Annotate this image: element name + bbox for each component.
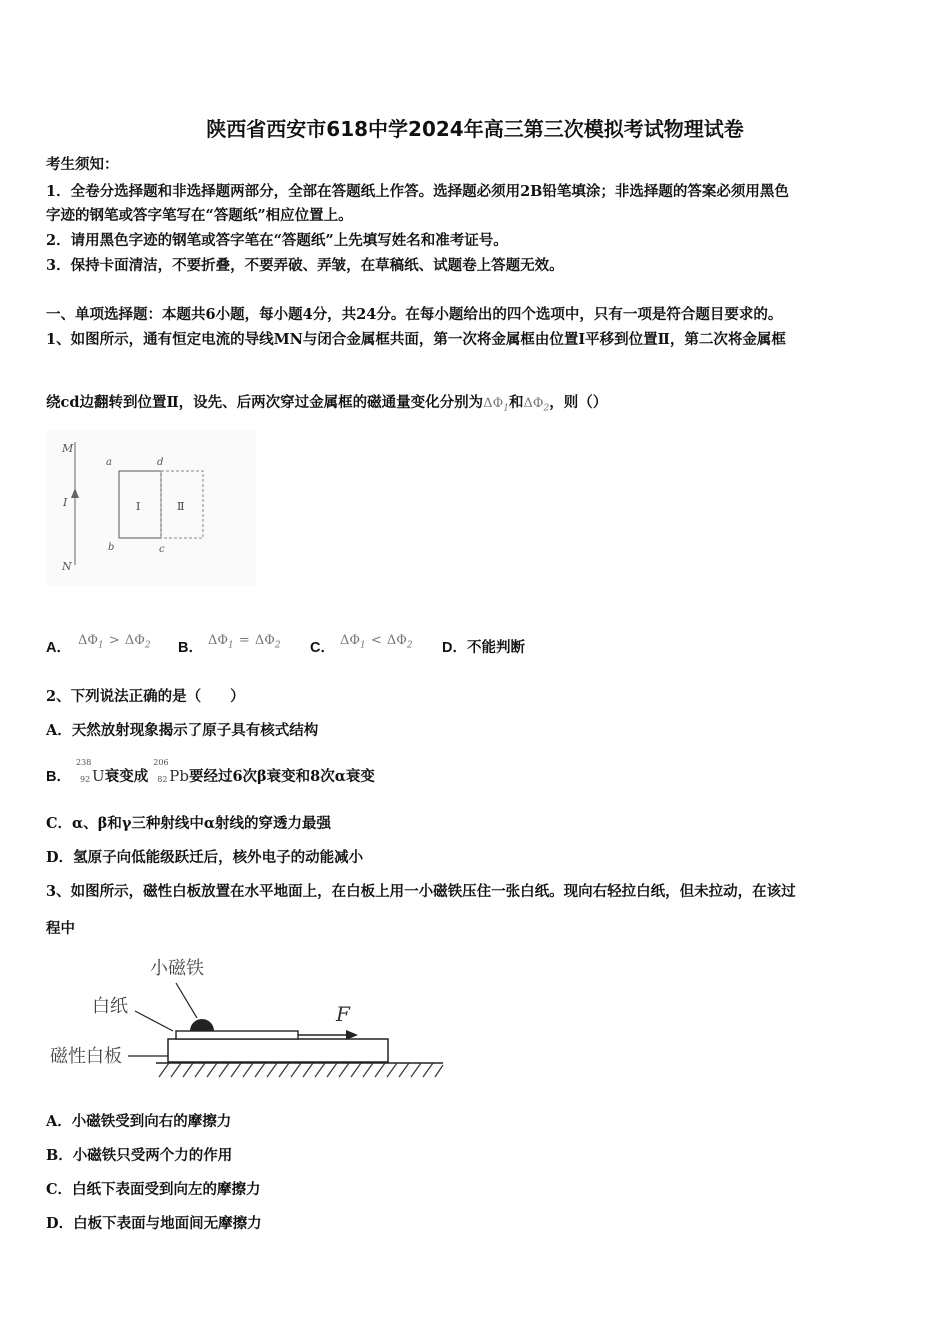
q1-stem-line1: 1、如图所示，通有恒定电流的导线MN与闭合金属框共面，第一次将金属框由位置Ⅰ平移到位置Ⅱ，第二次将金属框 bbox=[46, 331, 786, 348]
q3-option-b[interactable]: B．小磁铁只受两个力的作用 bbox=[46, 1147, 233, 1164]
section-heading: 一、单项选择题：本题共6小题，每小题4分，共24分。在每小题给出的四个选项中，只有一项是符合题目要求的。 bbox=[46, 306, 783, 323]
q1-stem-text: 绕cd边翻转到位置Ⅱ，设先、后两次穿过金属框的磁通量变化分别为 bbox=[46, 394, 484, 411]
q3-option-c[interactable]: C．白纸下表面受到向左的摩擦力 bbox=[46, 1181, 261, 1198]
ground-hatching bbox=[159, 1063, 443, 1077]
q3-stem-line1: 3、如图所示，磁性白板放置在水平地面上，在白板上用一小磁铁压住一张白纸。现向右轻拉白纸，但未拉动，在该过 bbox=[46, 883, 796, 900]
leader-paper bbox=[135, 1011, 173, 1031]
page-title: 陕西省西安市618中学2024年高三第三次模拟考试物理试卷 bbox=[206, 117, 744, 141]
notice-heading: 考生须知： bbox=[46, 156, 119, 173]
op-greater: > bbox=[108, 633, 120, 648]
op-equal: = bbox=[238, 633, 250, 648]
op-less: < bbox=[370, 633, 382, 648]
q1-option-a[interactable]: A． bbox=[46, 640, 71, 656]
q3-stem-line2: 程中 bbox=[46, 920, 75, 937]
q2-option-a[interactable]: A．天然放射现象揭示了原子具有核式结构 bbox=[46, 722, 319, 739]
nuclide-lead: 206 82 Pb bbox=[153, 758, 189, 785]
notice-item-1-cont: 字迹的钢笔或答字笔写在“答题纸”相应位置上。 bbox=[46, 207, 353, 224]
q3-option-d[interactable]: D．白板下表面与地面间无摩擦力 bbox=[46, 1215, 262, 1232]
q1-option-b-formula: $\Delta\Phi_1 = \Delta\Phi_2$ bbox=[208, 633, 281, 651]
label-m: M bbox=[62, 442, 74, 455]
q1-option-c[interactable]: C． bbox=[310, 640, 335, 656]
q3-figure bbox=[46, 950, 446, 1090]
q1-option-b[interactable]: B． bbox=[178, 640, 203, 656]
label-position-1: Ⅰ bbox=[136, 500, 141, 513]
q1-option-a-formula: $\Delta\Phi_1 > \Delta\Phi_2$ bbox=[78, 633, 151, 651]
q1-option-d[interactable]: D．不能判断 bbox=[442, 639, 525, 656]
q1-and: 和 bbox=[508, 394, 524, 411]
q2-option-b[interactable]: B． 238 92 U衰变成 206 82 Pb要经过6次β衰变和8次α衰变 bbox=[46, 758, 375, 785]
q2-option-c[interactable]: C．α、β和γ三种射线中α射线的穿透力最强 bbox=[46, 815, 332, 832]
q1-stem-end: ，则（） bbox=[549, 394, 608, 411]
q1-figure-bg bbox=[46, 430, 256, 585]
notice-item-1: 1．全卷分选择题和非选择题两部分，全部在答题纸上作答。选择题必须用2B铅笔填涂；非选择题的答案必须用黑色 bbox=[46, 183, 789, 200]
q1-option-c-formula: $\Delta\Phi_1 < \Delta\Phi_2$ bbox=[340, 633, 413, 651]
label-b: b bbox=[108, 542, 115, 553]
leader-magnet bbox=[176, 983, 197, 1018]
phi1-symbol: $\Delta\Phi_1$ bbox=[483, 396, 509, 414]
q3-option-a[interactable]: A．小磁铁受到向右的摩擦力 bbox=[46, 1113, 232, 1130]
label-small-magnet: 小磁铁 bbox=[150, 958, 204, 979]
label-white-paper: 白纸 bbox=[92, 996, 128, 1017]
label-d: d bbox=[157, 457, 164, 468]
magnetic-board bbox=[168, 1039, 388, 1062]
label-n: N bbox=[62, 560, 72, 573]
q1-stem-line2 bbox=[46, 391, 607, 414]
notice-item-3: 3．保持卡面清洁，不要折叠，不要弄破、弄皱，在草稿纸、试题卷上答题无效。 bbox=[46, 257, 564, 274]
label-position-2: Ⅱ bbox=[177, 500, 185, 513]
label-force: F bbox=[336, 1002, 350, 1026]
q2-option-d[interactable]: D．氢原子向低能级跃迁后，核外电子的动能减小 bbox=[46, 849, 364, 866]
label-c: c bbox=[159, 544, 165, 555]
label-magnetic-board: 磁性白板 bbox=[50, 1046, 122, 1067]
label-i: I bbox=[63, 496, 68, 509]
nuclide-uranium: 238 92 U bbox=[76, 758, 105, 785]
phi2-symbol: $\Delta\Phi_2$ bbox=[523, 396, 550, 414]
label-a: a bbox=[106, 457, 112, 468]
notice-item-2: 2．请用黑色字迹的钢笔或答字笔在“答题纸”上先填写姓名和准考证号。 bbox=[46, 232, 508, 249]
q2-stem: 2、下列说法正确的是（ ） bbox=[46, 688, 245, 705]
white-paper bbox=[176, 1031, 298, 1039]
small-magnet bbox=[190, 1019, 214, 1031]
q1-figure bbox=[46, 430, 256, 585]
